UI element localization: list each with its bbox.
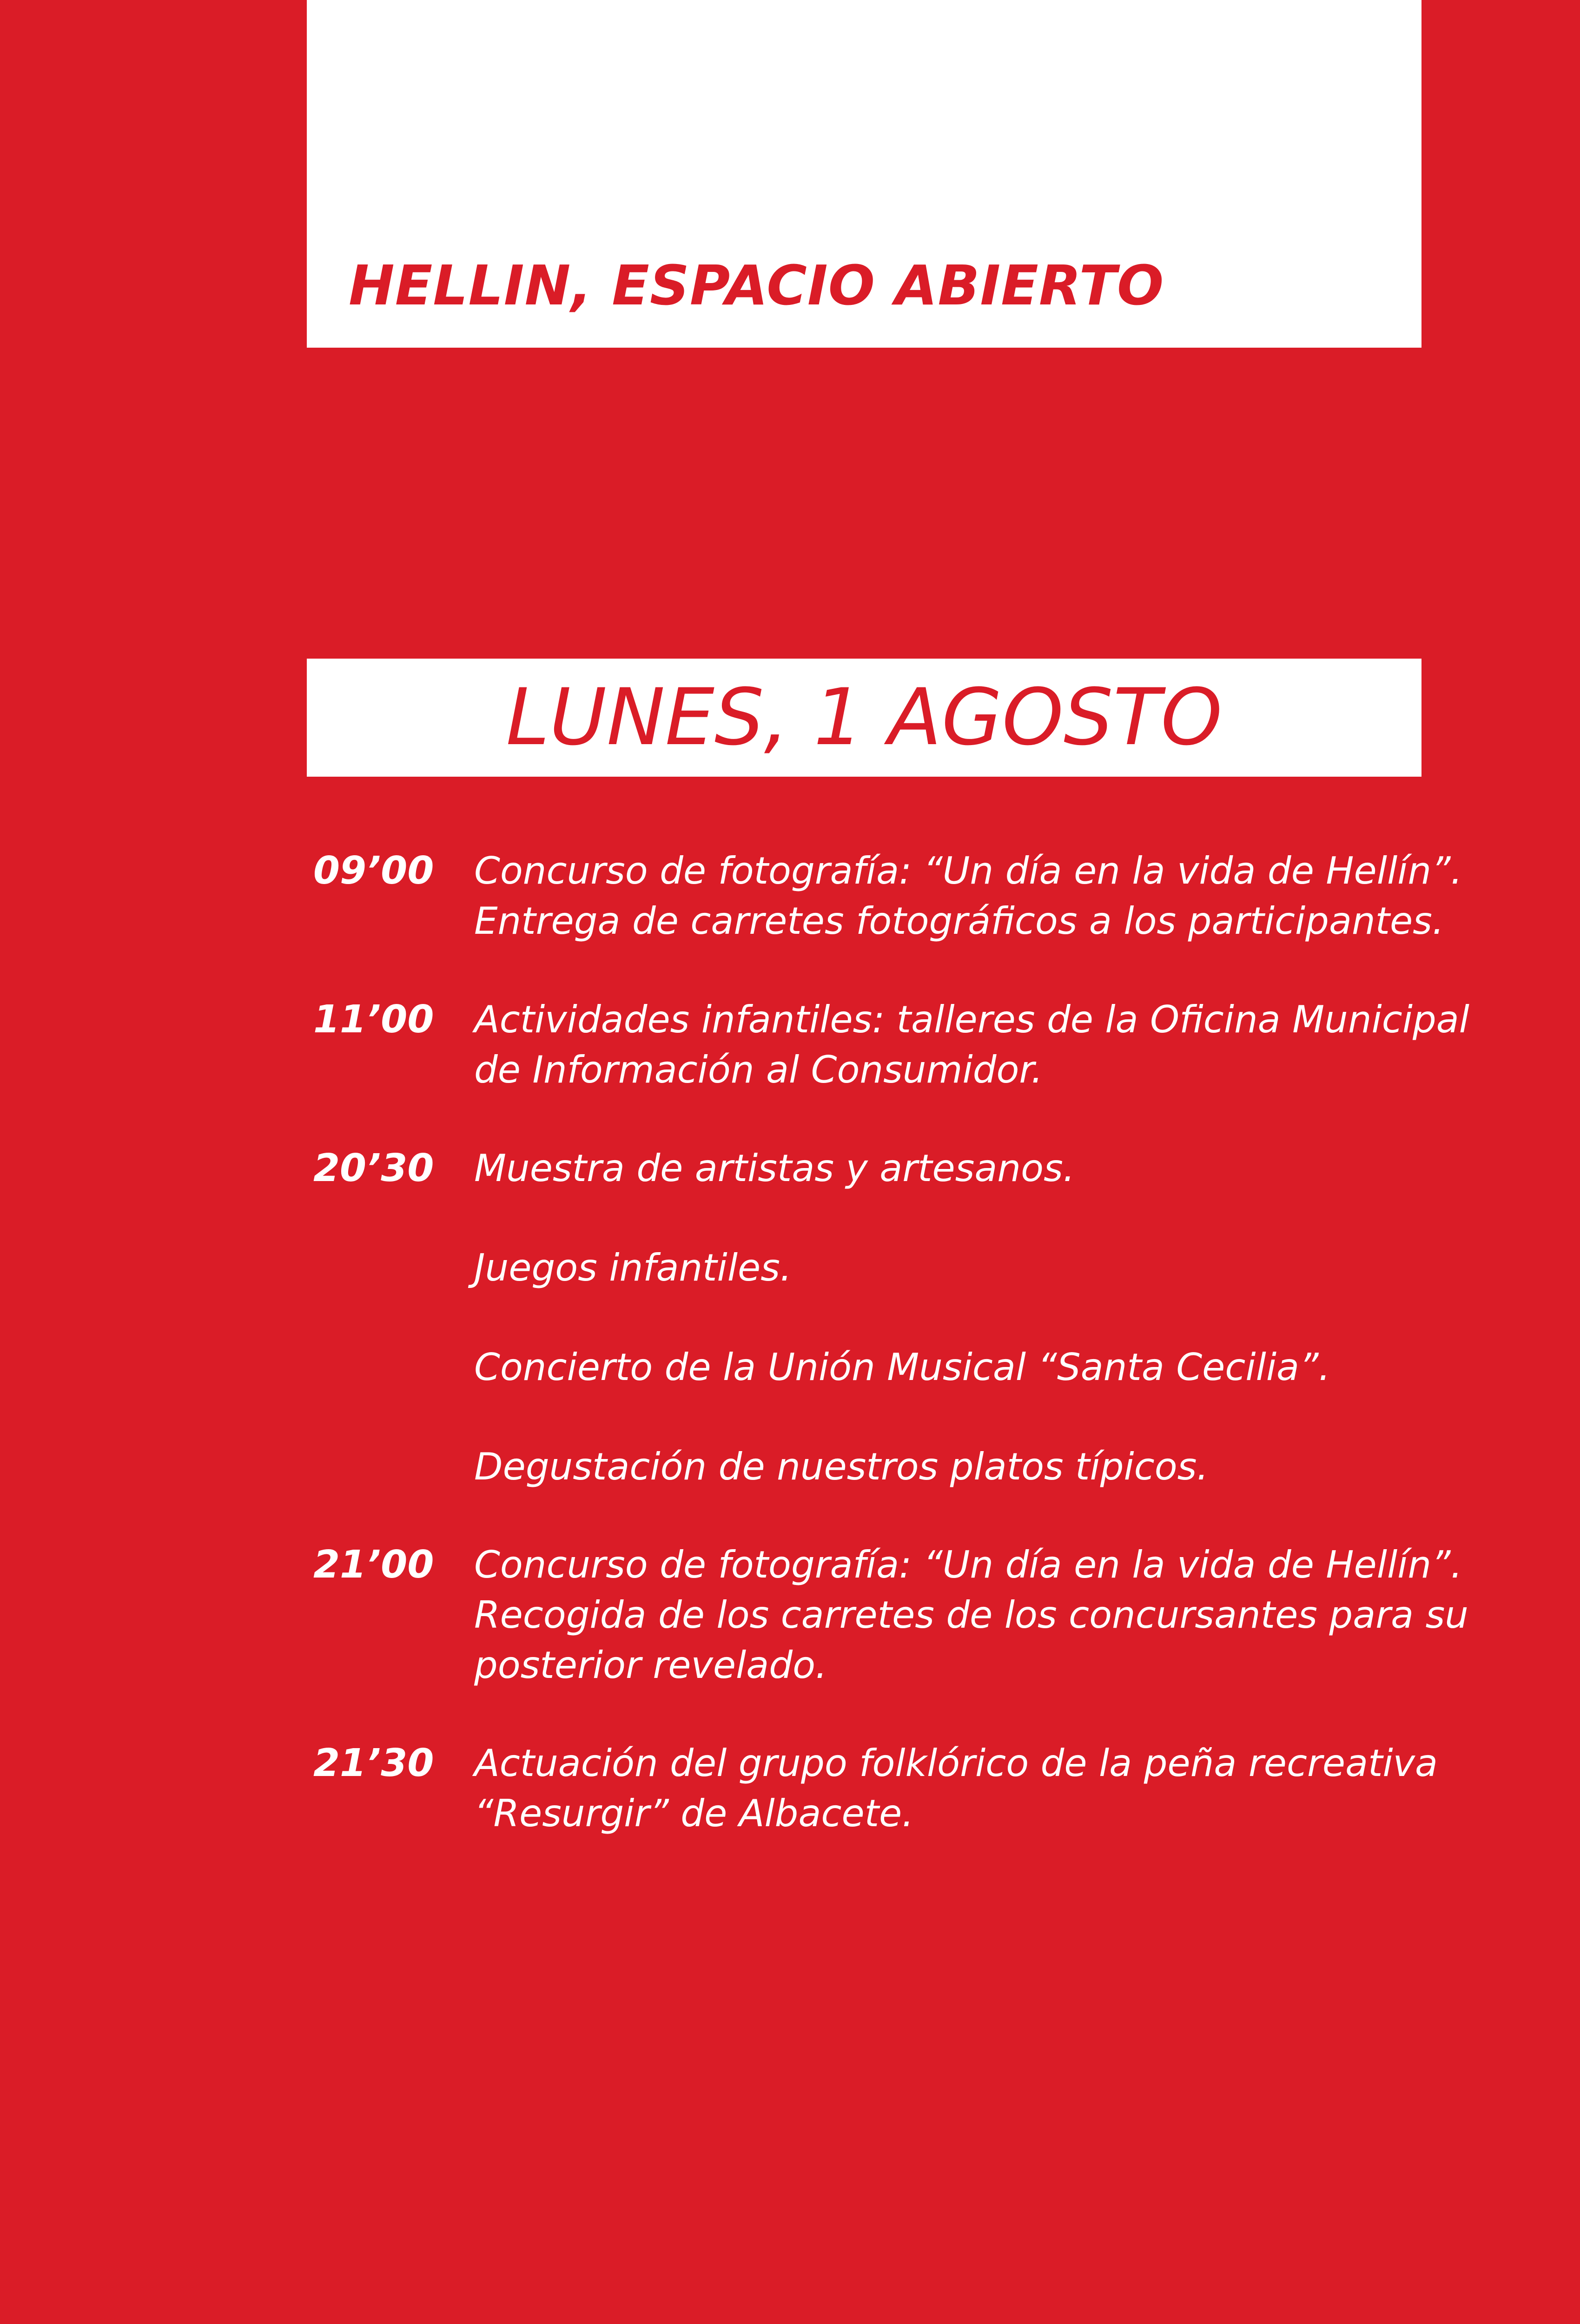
entry-line: Concierto de la Unión Musical “Santa Cecilia”. [474, 1346, 1330, 1389]
entry-line: “Resurgir” de Albacete. [474, 1792, 914, 1835]
entry-description [474, 1143, 1580, 1194]
entry-line: Muestra de artistas y artesanos. [474, 1147, 1075, 1190]
entry-description [474, 1738, 1580, 1839]
entry-line: Actuación del grupo folklórico de la peña recreativa [474, 1742, 1438, 1785]
header-banner [307, 0, 1421, 348]
entry-time: 21’00 [313, 1543, 434, 1587]
entry-line: Concurso de fotografía: “Un día en la vida de Hellín”. [474, 849, 1462, 892]
entry-line: Juegos infantiles. [474, 1246, 792, 1289]
entry-line: Actividades infantiles: talleres de la Oficina Municipal [474, 998, 1470, 1041]
entry-line: Recogida de los carretes de los concursantes para su [474, 1593, 1468, 1637]
entry-description [474, 1442, 1580, 1492]
header-title: HELLIN, ESPACIO ABIERTO [349, 253, 1164, 317]
entry-time: 09’00 [313, 849, 434, 893]
day-title: LUNES, 1 AGOSTO [506, 672, 1223, 763]
entry-line: de Información al Consumidor. [474, 1048, 1043, 1091]
entry-time: 11’00 [313, 997, 434, 1042]
entry-line: posterior revelado. [474, 1644, 827, 1687]
entry-description [474, 1540, 1580, 1690]
entry-line: Concurso de fotografía: “Un día en la vida de Hellín”. [474, 1543, 1462, 1586]
entry-time: 20’30 [313, 1146, 434, 1190]
entry-description [474, 1342, 1580, 1393]
entry-description [474, 995, 1580, 1095]
entry-description [474, 1243, 1580, 1293]
entry-line: Entrega de carretes fotográficos a los participantes. [474, 899, 1444, 943]
day-banner [307, 659, 1421, 777]
entry-time: 21’30 [313, 1741, 434, 1785]
entry-line: Degustación de nuestros platos típicos. [474, 1445, 1209, 1488]
entry-description [474, 846, 1580, 946]
